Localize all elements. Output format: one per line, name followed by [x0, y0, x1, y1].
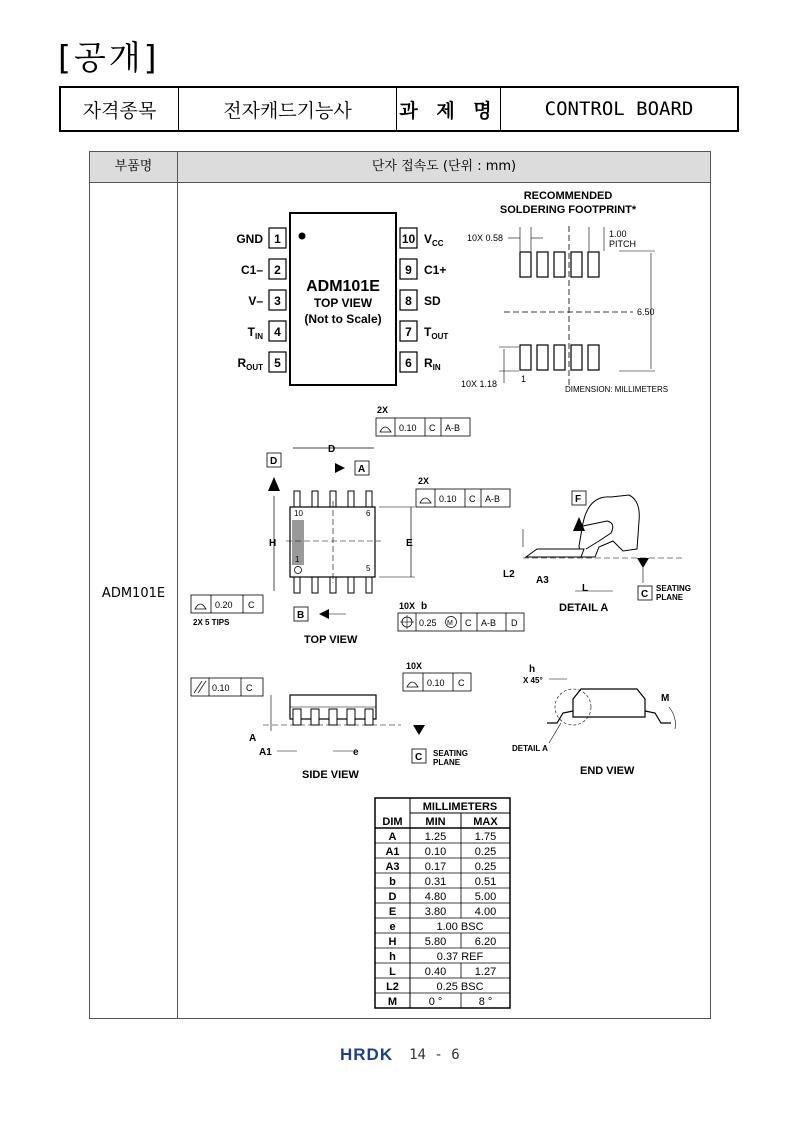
datum-c-detail: C — [641, 589, 649, 600]
dim-a1-side: A1 — [259, 747, 272, 758]
header-part-name: 부품명 — [90, 152, 178, 182]
dim-row-label: L — [389, 966, 396, 978]
dim-row-span: 1.00 BSC — [436, 921, 484, 933]
dim-row-max: 1.27 — [474, 966, 497, 978]
footprint-title-1: RECOMMENDED — [523, 190, 613, 202]
dimension-table — [375, 798, 510, 1008]
footprint-pad — [537, 252, 548, 277]
dim-row-min: 0.31 — [424, 876, 447, 888]
footprint-units: DIMENSION: MILLIMETERS — [565, 385, 669, 394]
dim-e-top: E — [406, 538, 413, 549]
label-2x-e: 2X — [418, 476, 430, 486]
component-table — [89, 151, 711, 1019]
dim-row-max: 0.25 — [474, 861, 497, 873]
dim-row-label: E — [388, 906, 397, 918]
pin-number: 8 — [405, 294, 412, 308]
package-lead-side — [347, 709, 355, 725]
dim-row-min: 0.40 — [424, 966, 447, 978]
dim-row-label: M — [387, 996, 398, 1008]
label-tips: 2X 5 TIPS — [193, 618, 230, 627]
footprint-span: 6.50 — [637, 307, 655, 317]
mech-end-view — [512, 664, 675, 777]
footprint-pad — [520, 252, 531, 277]
dim-row-max: 8 ° — [478, 996, 493, 1008]
dim-l: L — [582, 583, 589, 594]
dim-row-span: 0.25 BSC — [436, 981, 484, 993]
label-h: h — [529, 664, 536, 675]
svg-text:0.10: 0.10 — [399, 423, 417, 433]
datum-b: B — [297, 610, 305, 621]
datum-d-arrow — [268, 477, 280, 491]
mech-detail-a — [503, 491, 691, 614]
package-lead — [366, 491, 372, 507]
package-lead-side — [365, 709, 373, 725]
footprint-pad — [554, 345, 565, 370]
svg-text:A-B: A-B — [445, 423, 461, 433]
dim-row-max: 4.00 — [474, 906, 497, 918]
package-body-end — [573, 689, 645, 717]
fcf-top-profile — [376, 418, 470, 436]
end-view-label: END VIEW — [580, 765, 635, 777]
task-value: CONTROL BOARD — [544, 98, 694, 120]
package-lead — [348, 577, 354, 593]
pin-number: 2 — [274, 263, 281, 277]
package-lead — [312, 577, 318, 593]
dim-row-min: 0.17 — [424, 861, 447, 873]
dim-row-min: 0.10 — [424, 846, 447, 858]
footprint-pin-one: 1 — [521, 374, 527, 384]
label-10x-side: 10X — [406, 661, 423, 671]
svg-text:C: C — [429, 423, 436, 433]
fcf-coplanarity — [403, 673, 471, 691]
package-lead — [294, 577, 300, 593]
pin1-dot — [299, 233, 306, 240]
datum-f: F — [575, 494, 582, 505]
svg-text:C: C — [246, 683, 253, 693]
cert-value: 전자캐드기능사 — [179, 88, 397, 130]
dim-h: H — [269, 538, 277, 549]
svg-text:A-B: A-B — [481, 618, 497, 628]
diagram-area — [178, 183, 710, 1018]
pin-label: $T_{IN}$ — [247, 325, 263, 341]
pin-label: V– — [248, 294, 263, 308]
footprint-pad — [588, 252, 599, 277]
pin10-label: 10 — [294, 509, 303, 518]
chip-view-label: TOP VIEW — [313, 296, 373, 310]
part-name-cell: ADM101E — [101, 586, 166, 601]
svg-text:C: C — [458, 678, 465, 688]
label-x45: X 45° — [523, 676, 543, 685]
footprint-pitch-label: PITCH — [609, 239, 636, 249]
pin-label: SD — [424, 294, 441, 308]
hrdk-logo: HRDK — [340, 1045, 394, 1064]
pin-label: $T_{OUT}$ — [424, 325, 449, 341]
package-lead — [294, 491, 300, 507]
disclosure-badge: [공개] — [58, 38, 160, 77]
label-2x-top: 2X — [377, 405, 389, 415]
footprint-diagram — [461, 190, 668, 394]
package-lead — [366, 577, 372, 593]
dim-table-group: MILLIMETERS — [422, 801, 498, 813]
dim-row-label: e — [389, 921, 396, 933]
svg-text:C: C — [469, 494, 476, 504]
dim-row-max: 5.00 — [474, 891, 497, 903]
pin-number: 5 — [274, 356, 281, 370]
dim-d: D — [328, 444, 336, 455]
package-lead — [312, 491, 318, 507]
pin-label: $R_{OUT}$ — [237, 356, 263, 372]
dim-e-small: e — [353, 747, 359, 758]
dim-row-label: L2 — [386, 981, 399, 993]
dim-row-max: 0.51 — [474, 876, 497, 888]
header-diagram: 단자 접속도 (단위 : mm) — [371, 159, 517, 174]
footprint-pitch-value: 1.00 — [609, 229, 627, 239]
dim-row-min: 1.25 — [424, 831, 447, 843]
seating-2-side: PLANE — [433, 758, 461, 767]
svg-text:0.25: 0.25 — [419, 618, 437, 628]
detail-a-ref: DETAIL A — [512, 744, 548, 753]
pin-number: 7 — [405, 325, 412, 339]
pin-number: 4 — [274, 325, 281, 339]
top-view-label: TOP VIEW — [304, 634, 358, 646]
package-lead-side — [311, 709, 319, 725]
dim-l2: L2 — [503, 569, 515, 580]
dim-table-dim-header: DIM — [382, 816, 403, 828]
svg-text:0.10: 0.10 — [212, 683, 230, 693]
footprint-title-2: SOLDERING FOOTPRINT* — [499, 204, 637, 216]
task-label: 과 제 명 — [397, 88, 501, 130]
detail-a-label: DETAIL A — [559, 602, 609, 614]
pin-label: GND — [236, 232, 263, 246]
seating-1-side: SEATING — [433, 749, 468, 758]
pin-label: $R_{IN}$ — [424, 356, 441, 372]
pin-number: 1 — [274, 232, 281, 246]
dim-row-span: 0.37 REF — [436, 951, 484, 963]
footprint-pad — [571, 345, 582, 370]
svg-text:C: C — [465, 618, 472, 628]
pinout-diagram — [236, 213, 448, 385]
dim-row-label: A1 — [385, 846, 400, 858]
svg-text:M: M — [447, 620, 453, 627]
footprint-pad — [554, 252, 565, 277]
dim-table-min-header: MIN — [425, 816, 446, 828]
pin-number: 6 — [405, 356, 412, 370]
dim-table-max-header: MAX — [473, 816, 498, 828]
pin-label: C1+ — [424, 263, 447, 277]
footprint-pad-length: 10X 1.18 — [461, 379, 498, 389]
footprint-pad-width: 10X 0.58 — [467, 233, 504, 243]
dim-row-min: 3.80 — [424, 906, 447, 918]
dim-row-label: h — [389, 951, 396, 963]
package-lead — [330, 577, 336, 593]
dim-row-label: A — [388, 831, 397, 843]
label-10x-b: 10X — [399, 601, 416, 611]
side-view-label: SIDE VIEW — [302, 769, 359, 781]
seating-2-detail: PLANE — [656, 593, 684, 602]
svg-text:D: D — [511, 618, 518, 628]
svg-text:0.10: 0.10 — [427, 678, 445, 688]
footprint-pad — [520, 345, 531, 370]
dim-row-label: H — [388, 936, 397, 948]
chip-name: ADM101E — [306, 278, 380, 295]
table-header — [90, 152, 710, 183]
footprint-pad — [588, 345, 599, 370]
pin1-label: 1 — [295, 555, 300, 564]
fcf-e-profile — [416, 489, 510, 507]
dim-row-max: 6.20 — [474, 936, 497, 948]
chip-scale-label: (Not to Scale) — [304, 312, 382, 326]
datum-a: A — [358, 464, 366, 475]
pin-number: 9 — [405, 263, 412, 277]
dim-a-side: A — [249, 733, 257, 744]
dim-m: M — [661, 693, 670, 704]
pin-number: 10 — [401, 232, 416, 246]
mech-top-view — [191, 405, 524, 646]
footprint-pad — [571, 252, 582, 277]
seating-1-detail: SEATING — [656, 584, 691, 593]
pin-label: $V_{CC}$ — [424, 232, 444, 248]
svg-text:0.10: 0.10 — [439, 494, 457, 504]
cert-label: 자격종목 — [61, 88, 179, 130]
pin-number: 3 — [274, 294, 281, 308]
datum-a-arrow — [335, 463, 345, 473]
package-lead-side — [293, 709, 301, 725]
pin-label: C1– — [240, 263, 263, 277]
package-lead — [348, 491, 354, 507]
svg-text:A-B: A-B — [485, 494, 501, 504]
dim-row-min: 0 ° — [428, 996, 443, 1008]
fcf-position — [398, 613, 524, 631]
dim-row-label: b — [389, 876, 396, 888]
package-lead-side — [329, 709, 337, 725]
dim-row-min: 5.80 — [424, 936, 447, 948]
dim-row-label: A3 — [385, 861, 400, 873]
info-table — [59, 86, 739, 132]
datum-d: D — [270, 456, 278, 467]
fcf-tips — [191, 595, 263, 613]
footer — [340, 1045, 460, 1065]
mech-side-view — [191, 661, 471, 781]
dim-row-min: 4.80 — [424, 891, 447, 903]
dim-row-max: 1.75 — [474, 831, 497, 843]
page-number: 14 - 6 — [409, 1047, 460, 1063]
footprint-pad — [537, 345, 548, 370]
dim-row-max: 0.25 — [474, 846, 497, 858]
dim-a3: A3 — [536, 575, 549, 586]
svg-text:C: C — [248, 600, 255, 610]
fcf-flatness — [191, 678, 263, 696]
pin6-label: 6 — [366, 509, 371, 518]
pin5-label: 5 — [366, 564, 371, 573]
label-b: b — [421, 601, 428, 612]
datum-b-arrow — [319, 609, 329, 619]
svg-text:0.20: 0.20 — [215, 600, 233, 610]
datum-c-side: C — [415, 752, 423, 763]
dim-row-label: D — [388, 891, 397, 903]
